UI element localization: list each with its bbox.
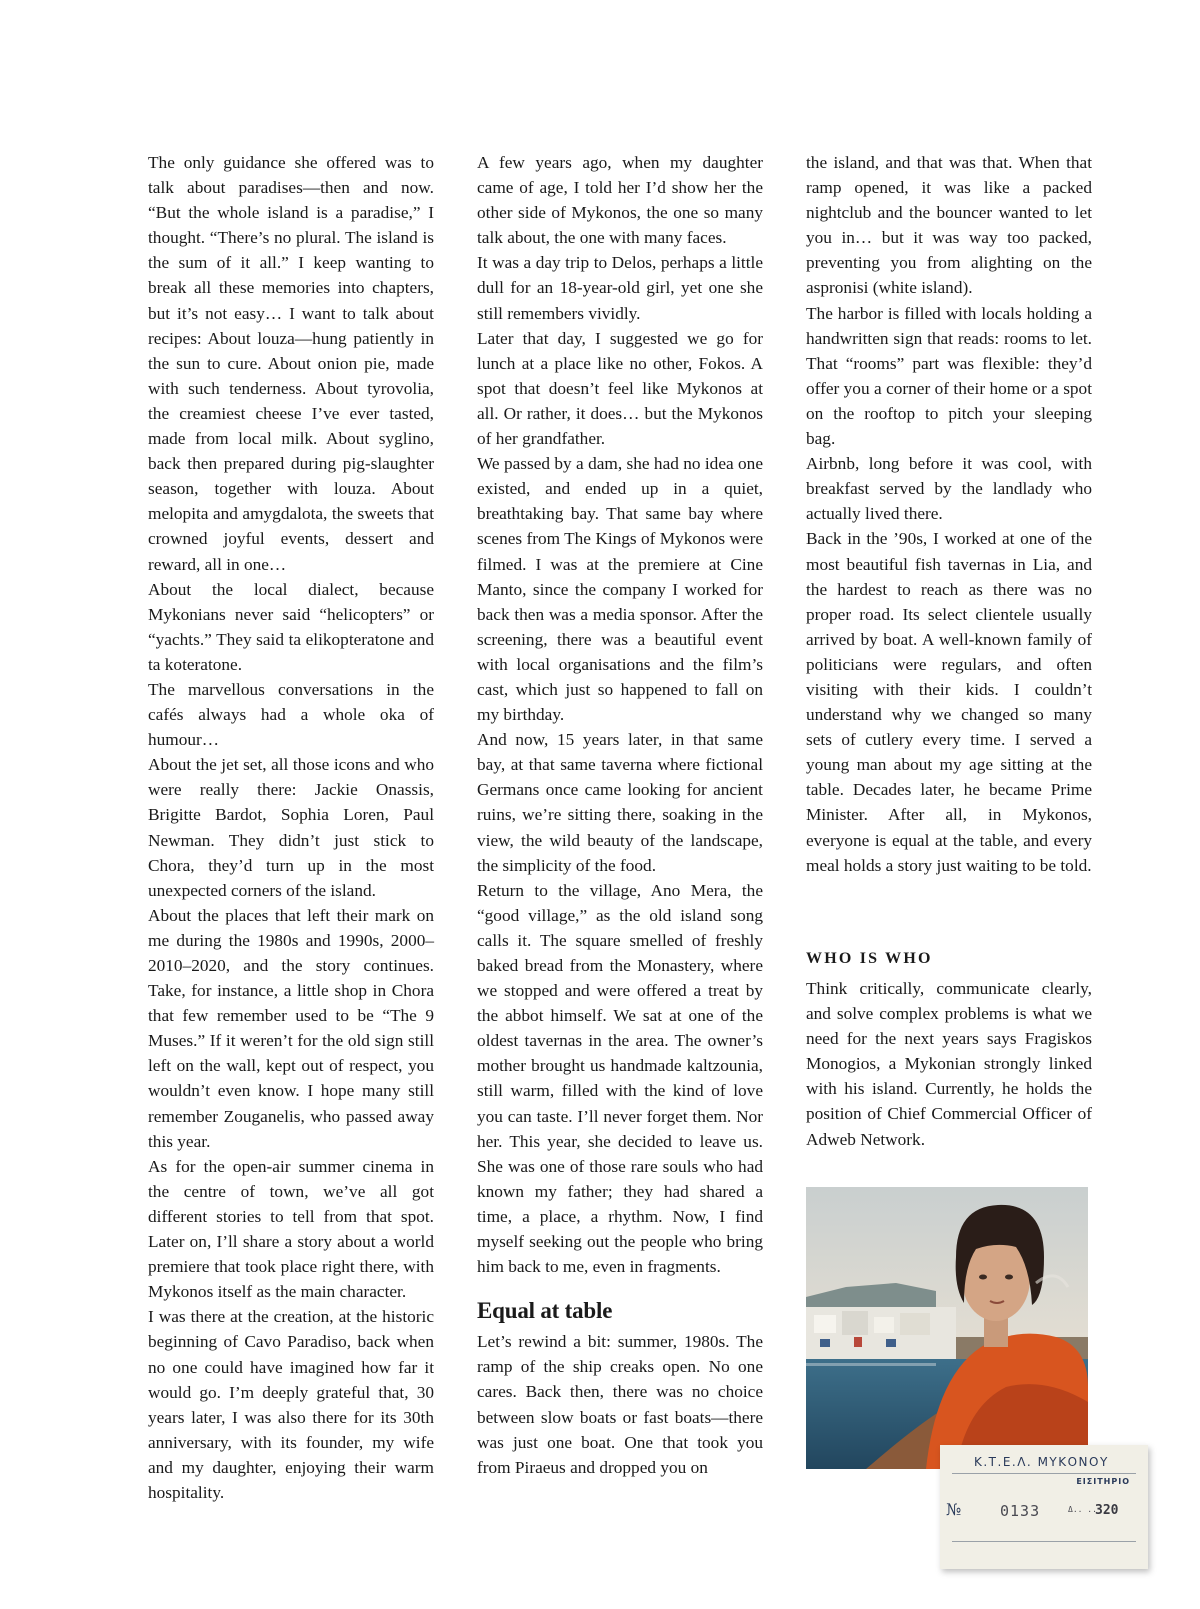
paragraph: Later that day, I suggested we go for lunch at a place like no other, Fokos. A spot that doesn’t feel like Mykonos at all. Or rather, it does… but the Mykonos of her grandfather.	[477, 328, 763, 449]
ticket-divider	[952, 1541, 1136, 1542]
paragraph: And now, 15 years later, in that same bay, at that same taverna where fictional Germans once came looking for ancient ruins, we’re sitting there, soaking in the view, the wild beauty of the landscape, the simplicity of the food.	[477, 730, 763, 875]
ticket-company: Κ.Τ.Ε.Λ. ΜΥΚΟΝΟΥ	[974, 1455, 1109, 1469]
section-heading: Equal at table	[477, 1298, 613, 1324]
paragraph: The harbor is filled with locals holding a handwritten sign that reads: rooms to let. That “rooms” part was flexible: they’d offer you a corner of their home or a spot on the rooftop to pitch your sleeping bag.	[806, 303, 1092, 449]
paragraph: We passed by a dam, she had no idea one existed, and ended up in a quiet, breathtaking bay. That same bay where scenes from The Kings of Mykonos were filmed. I was at the premiere at Cine Manto, since the company I worked for back then was a media sponsor. After the screening, there was a beautiful event with local organisations and the film’s cast, which just so happened to fall on my birthday.	[477, 454, 763, 725]
ticket-price: 320	[1095, 1503, 1119, 1518]
paragraph: the island, and that was that. When that ramp opened, it was like a packed nightclub and the bouncer wanted to let you in… but it was way too packed, preventing you from alighting on the aspronisi (white island).	[806, 153, 1092, 298]
bus-ticket	[940, 1445, 1148, 1569]
paragraph: Airbnb, long before it was cool, with breakfast served by the landlady who actually lived there.	[806, 454, 1092, 524]
who-is-who-heading: WHO IS WHO	[806, 950, 933, 967]
paragraph: About the places that left their mark on me during the 1980s and 1990s, 2000–2010–2020, and the story continues. Take, for instance, a little shop in Chora that few remember used to be “The 9 Muses.” If it weren’t for the old sign still left on the wall, kept out of respect, you wouldn’t even know. I hope many still remember Zouganelis, who passed away this year.	[148, 905, 434, 1151]
author-photo	[806, 1187, 1088, 1469]
article-column-2	[477, 150, 763, 1480]
ticket-serial: 0133	[1000, 1502, 1041, 1520]
paragraph: About the jet set, all those icons and who were really there: Jackie Onassis, Brigitte Bardot, Sophia Loren, Paul Newman. They didn’t just stick to Chora, they’d turn up in the most unexpected corners of the island.	[148, 755, 434, 900]
ticket-divider	[952, 1473, 1136, 1474]
paragraph: Return to the village, Ano Mera, the “good village,” as the old island song calls it. The square smelled of freshly baked bread from the Monastery, where we stopped and were offered a treat by the abbot himself. We sat at one of the oldest tavernas in the area. The owner’s mother brought us handmade kaltzounia, still warm, filled with the kind of love you can taste. I’ll never forget them. Nor her. This year, she decided to leave us. She was one of those rare souls who had known my father; they had shared a time, a place, a rhythm. Now, I find myself seeking out the people who bring him back to me, even in fragments.	[477, 880, 763, 1277]
who-is-who-bio: Think critically, communicate clearly, and solve complex problems is what we need for the next years says Fragiskos Monogios, a Mykonian strongly linked with his island. Currently, he holds the position of Chief Commercial Officer of Adweb Network.	[806, 979, 1092, 1149]
ticket-marks: Δ.. ..	[1068, 1505, 1097, 1514]
paragraph: Let’s rewind a bit: summer, 1980s. The ramp of the ship creaks open. No one cares. Back then, there was no choice between slow boats or fast boats—there was just one boat. One that took you from Piraeus and dropped you on	[477, 1332, 763, 1477]
paragraph: I was there at the creation, at the historic beginning of Cavo Paradiso, back when no one could have imagined how far it would go. I’m deeply grateful that, 30 years later, I was also there for its 30th anniversary, with its founder, my wife and my daughter, enjoying their warm hospitality.	[148, 1307, 434, 1502]
ticket-type: ΕΙΣΙΤΗΡΙΟ	[1076, 1477, 1130, 1486]
ticket-number-label: №	[946, 1500, 962, 1519]
paragraph: As for the open-air summer cinema in the centre of town, we’ve all got different stories to tell from that spot. Later on, I’ll share a story about a world premiere that took place right there, with Mykonos itself as the main character.	[148, 1156, 434, 1302]
paragraph: Back in the ’90s, I worked at one of the most beautiful fish tavernas in Lia, and the hardest to reach as there was no proper road. Its select clientele usually arrived by boat. A well-known family of politicians were regulars, and often visiting with their kids. I couldn’t understand why we changed so many sets of cutlery every time. I served a young man about my age sitting at the table. Decades later, he became Prime Minister. After all, in Mykonos, everyone is equal at the table, and every meal holds a story just waiting to be told.	[806, 529, 1092, 875]
paragraph: The only guidance she offered was to talk about paradises—then and now. “But the whole island is a paradise,” I thought. “There’s no plural. The island is the sum of it all.” I keep wanting to break all these memories into chapters, but it’s not easy… I want to talk about recipes: About louza—hung patiently in the sun to cure. About onion pie, made with such tenderness. About tyrovolia, the creamiest cheese I’ve ever tasted, made from local milk. About syglino, back then prepared during pig-slaughter season, together with louza. About melopita and amygdalota, the sweets that crowned joyful events, dessert and reward, all in one…	[148, 153, 434, 574]
paragraph: About the local dialect, because Mykonians never said “helicopters” or “yachts.” They said ta elikopteratone and ta koteratone.	[148, 579, 434, 674]
paragraph: The marvellous conversations in the cafés always had a whole oka of humour…	[148, 679, 434, 750]
paragraph: A few years ago, when my daughter came of age, I told her I’d show her the other side of Mykonos, the one so many talk about, the one with many faces.	[477, 153, 763, 248]
article-column-1	[148, 150, 434, 1505]
paragraph: It was a day trip to Delos, perhaps a little dull for an 18-year-old girl, yet one she still remembers vividly.	[477, 253, 763, 323]
article-column-3	[806, 150, 1092, 878]
